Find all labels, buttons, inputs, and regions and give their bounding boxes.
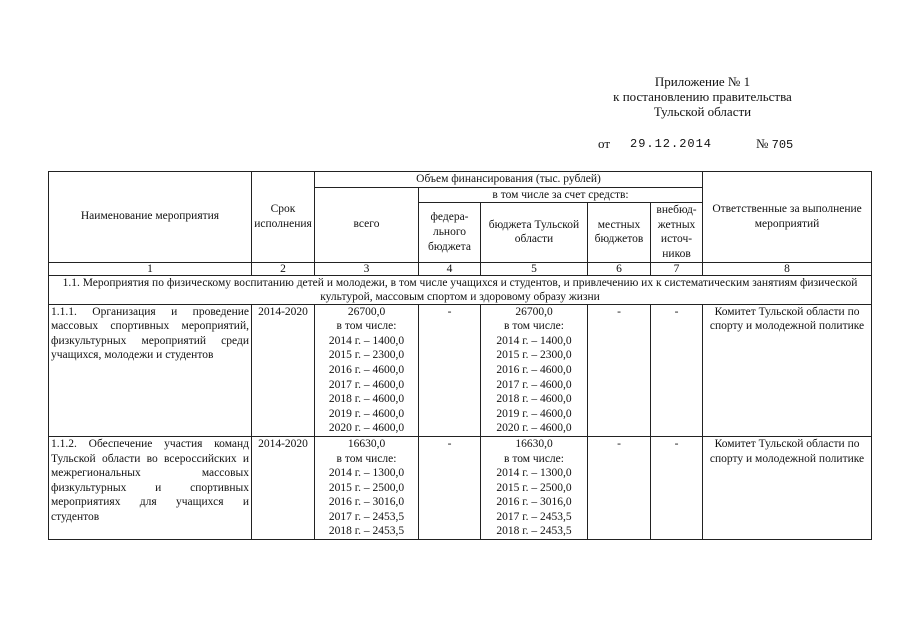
total-year-value: 2020 г. – 4600,0 <box>328 422 405 435</box>
regional-year-value: 2014 г. – 1300,0 <box>496 467 572 480</box>
header-federal: федера-льного бюджета <box>419 203 481 262</box>
activity-term: 2014-2020 <box>252 436 315 539</box>
total-year-value: 2016 г. – 4600,0 <box>328 363 405 376</box>
total-year-value: 2018 г. – 2453,5 <box>328 525 405 538</box>
local-funding: - <box>588 436 651 539</box>
total-funding <box>315 304 419 436</box>
header-extra: внебюд-жетных источ-ников <box>651 203 703 262</box>
total-year-value: 2015 г. – 2300,0 <box>328 349 405 362</box>
total-year-value: 2017 г. – 2453,5 <box>328 510 405 523</box>
total-year-value: 2018 г. – 4600,0 <box>328 393 405 406</box>
total-year-value: 2016 г. – 3016,0 <box>328 496 405 509</box>
regional-funding <box>481 436 588 539</box>
column-number: 3 <box>315 262 419 275</box>
header-local: местных бюджетов <box>588 203 651 262</box>
column-number: 4 <box>419 262 481 275</box>
regional-year-value: 2015 г. – 2500,0 <box>496 481 572 494</box>
regional-year-value: 2014 г. – 1400,0 <box>496 334 572 347</box>
responsible-body: Комитет Тульской области по спорту и молодежной политике <box>703 304 872 436</box>
column-number: 6 <box>588 262 651 275</box>
regional-year-value: 2018 г. – 4600,0 <box>496 393 572 406</box>
regional-breakdown-label: в том числе: <box>504 452 564 465</box>
activity-name: 1.1.2. Обеспечение участия команд Тульской области во всероссийских и межрегиональных массовых физкультурных и спортивных мероприятиях для учащихся и студентов <box>49 436 252 539</box>
regional-year-value: 2019 г. – 4600,0 <box>496 407 572 420</box>
regional-year-value: 2020 г. – 4600,0 <box>496 422 572 435</box>
local-funding: - <box>588 304 651 436</box>
column-number: 8 <box>703 262 872 275</box>
header-funding: Объем финансирования (тыс. рублей) <box>315 172 703 188</box>
total-year-value: 2014 г. – 1300,0 <box>328 467 405 480</box>
regional-value: 26700,0 <box>515 305 553 318</box>
column-number: 5 <box>481 262 588 275</box>
decree-date: 29.12.2014 <box>630 137 713 151</box>
header-name: Наименование мероприятия <box>49 172 252 263</box>
responsible-body: Комитет Тульской области по спорту и молодежной политике <box>703 436 872 539</box>
extra-funding: - <box>651 436 703 539</box>
column-numbers-row <box>49 262 872 275</box>
header-including: в том числе за счет средств: <box>419 187 703 203</box>
section-title: 1.1. Мероприятия по физическому воспитанию детей и молодежи, в том числе учащихся и студентов, и привлечению их к систематическим занятиям физической культурой, массовым спортом и здоровому образу жизни <box>49 275 872 304</box>
number-value: 705 <box>771 138 794 152</box>
regional-year-value: 2017 г. – 2453,5 <box>496 510 572 523</box>
activity-term: 2014-2020 <box>252 304 315 436</box>
column-number: 2 <box>252 262 315 275</box>
total-breakdown-label: в том числе: <box>336 452 397 465</box>
number-label: № <box>756 136 769 151</box>
column-number: 1 <box>49 262 252 275</box>
total-breakdown-label: в том числе: <box>336 320 397 333</box>
activity-name: 1.1.1. Организация и проведение массовых спортивных мероприятий, физкультурных мероприятий среди учащихся, молодежи и студентов <box>49 304 252 436</box>
header-total: всего <box>315 187 419 262</box>
total-year-value: 2014 г. – 1400,0 <box>328 334 405 347</box>
total-funding <box>315 436 419 539</box>
column-number: 7 <box>651 262 703 275</box>
from-label: от <box>598 136 611 151</box>
header-term: Срок исполнения <box>252 172 315 263</box>
table-row <box>49 304 872 436</box>
appendix-header <box>560 74 845 119</box>
federal-funding: - <box>419 436 481 539</box>
total-value: 26700,0 <box>347 305 386 318</box>
extra-funding: - <box>651 304 703 436</box>
header-responsible: Ответственные за выполнение мероприятий <box>703 172 872 263</box>
total-year-value: 2019 г. – 4600,0 <box>328 407 405 420</box>
section-row <box>49 275 872 304</box>
total-value: 16630,0 <box>347 437 386 450</box>
regional-breakdown-label: в том числе: <box>504 320 564 333</box>
regional-value: 16630,0 <box>515 437 553 450</box>
total-year-value: 2015 г. – 2500,0 <box>328 481 405 494</box>
appendix-title: Приложение № 1 <box>654 74 751 89</box>
regional-year-value: 2016 г. – 3016,0 <box>496 496 572 509</box>
activities-table <box>48 171 872 540</box>
regional-year-value: 2016 г. – 4600,0 <box>496 363 572 376</box>
federal-funding: - <box>419 304 481 436</box>
regional-year-value: 2018 г. – 2453,5 <box>496 525 572 538</box>
regional-year-value: 2015 г. – 2300,0 <box>496 349 572 362</box>
table-row <box>49 436 872 539</box>
appendix-region: Тульской области <box>653 104 752 119</box>
total-year-value: 2017 г. – 4600,0 <box>328 378 405 391</box>
regional-funding <box>481 304 588 436</box>
regional-year-value: 2017 г. – 4600,0 <box>496 378 572 391</box>
decree-number <box>756 136 793 152</box>
appendix-decree: к постановлению правительства <box>613 89 792 104</box>
header-regional: бюджета Тульской области <box>481 203 588 262</box>
